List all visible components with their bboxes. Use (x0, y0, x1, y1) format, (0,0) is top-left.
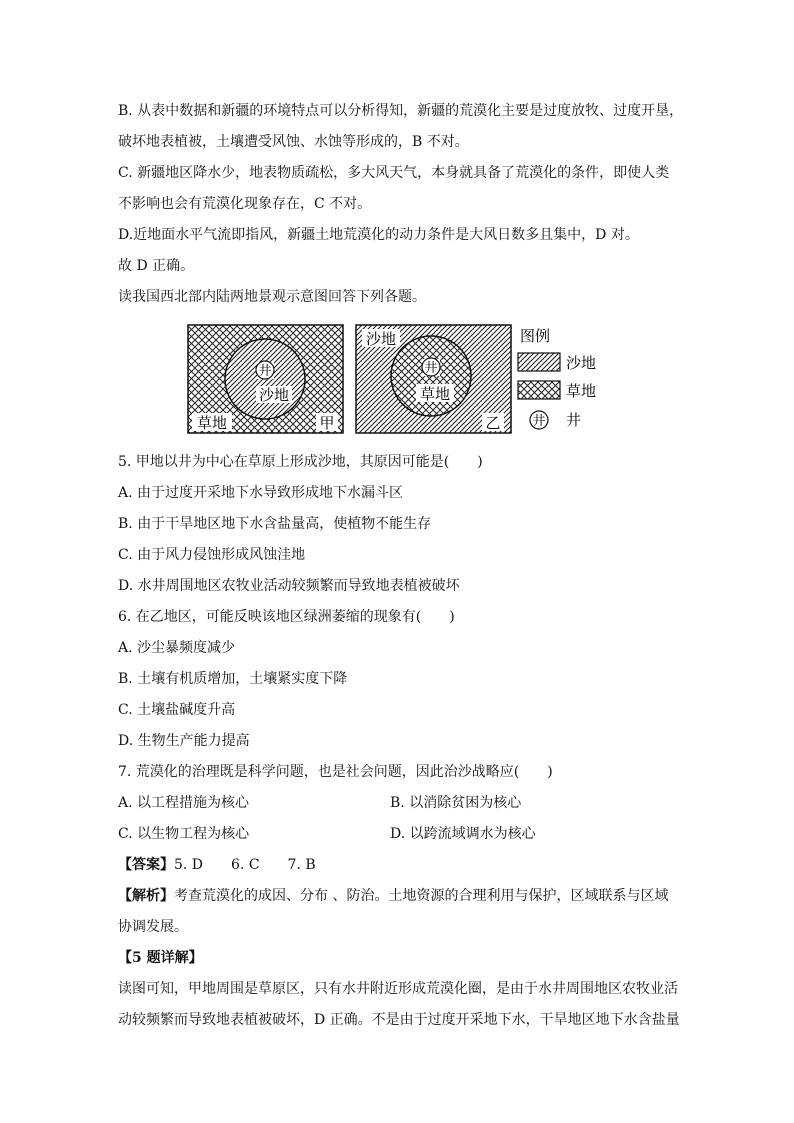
question-7-option-c: C. 以生物工程为核心 (118, 826, 250, 842)
analysis-text: 考查荒漠化的成因、分布 、防治。土地资源的合理利用与保护，区域联系与区域 (174, 888, 669, 904)
legend-grass-label: 草地 (566, 382, 597, 400)
question-6-stem: 6. 在乙地区，可能反映该地区绿洲萎缩的现象有( ) (118, 609, 455, 625)
text-line: 破坏地表植被，土壤遭受风蚀、水蚀等形成的，B 不对。 (118, 134, 469, 150)
legend-sand-label: 沙地 (566, 354, 597, 372)
intro-line: 读我国西北部内陆两地景观示意图回答下列各题。 (118, 289, 426, 305)
analysis-label: 【解析】 (118, 888, 174, 904)
question-5-option-a: A. 由于过度开采地下水导致形成地下水漏斗区 (118, 485, 404, 501)
legend (518, 327, 596, 429)
detail-line-2: 动较频繁而导致地表植被破坏，D 正确。不是由于过度开采地下水，干旱地区地下水含盐量 (118, 1012, 680, 1028)
left-outer-label: 草地 (196, 414, 228, 432)
analysis-line-1 (118, 881, 678, 912)
right-panel-tag: 乙 (485, 414, 501, 432)
landscape-figure (118, 319, 678, 443)
question-7-option-d: D. 以跨流域调水为核心 (390, 826, 536, 842)
detail-label: 【5 题详解】 (118, 950, 203, 966)
legend-grass-swatch (518, 381, 560, 399)
question-7-option-a: A. 以工程措施为核心 (118, 795, 250, 811)
left-panel-tag: 甲 (319, 414, 335, 432)
question-5-stem: 5. 甲地以井为中心在草原上形成沙地，其原因可能是( ) (118, 454, 483, 470)
answer-line (118, 850, 678, 881)
answer-text: 5. D 6. C 7. B (174, 857, 316, 873)
text-line: 故 D 正确。 (118, 258, 195, 274)
right-outer-label: 沙地 (365, 330, 397, 348)
legend-well-label: 井 (566, 411, 582, 429)
answer-label: 【答案】 (118, 857, 174, 873)
question-7-stem: 7. 荒漠化的治理既是科学问题，也是社会问题，因此治沙战略应( ) (118, 764, 553, 780)
analysis-line-2: 协调发展。 (118, 919, 188, 935)
question-6-option-c: C. 土壤盐碱度升高 (118, 702, 236, 718)
legend-title: 图例 (520, 327, 551, 345)
right-well-label: 井 (424, 361, 438, 376)
text-line: D.近地面水平气流即指风，新疆土地荒漠化的动力条件是大风日数多且集中，D 对。 (118, 227, 639, 243)
detail-line-1: 读图可知，甲地周围是草原区，只有水井附近形成荒漠化圈，是由于水井周围地区农牧业活 (118, 981, 678, 997)
left-inner-label: 沙地 (258, 386, 290, 404)
question-5-option-b: B. 由于干旱地区地下水含盐量高，使植物不能生存 (118, 516, 432, 532)
question-7-option-b: B. 以消除贫困为核心 (390, 795, 522, 811)
question-6-option-a: A. 沙尘暴频度减少 (118, 640, 236, 656)
left-panel (188, 325, 343, 433)
text-line: 不影响也会有荒漠化现象存在，C 不对。 (118, 196, 372, 212)
left-well-label: 井 (258, 364, 272, 379)
question-6-option-b: B. 土壤有机质增加，土壤紧实度下降 (118, 671, 348, 687)
question-6-option-d: D. 生物生产能力提高 (118, 733, 250, 749)
legend-sand-swatch (518, 353, 560, 371)
question-5-option-d: D. 水井周围地区农牧业活动较频繁而导致地表植被破坏 (118, 578, 460, 594)
right-inner-label: 草地 (419, 385, 451, 403)
question-7-options-row-1 (118, 788, 678, 819)
right-panel (356, 325, 511, 433)
question-7-options-row-2 (118, 819, 678, 850)
document-page (118, 96, 684, 1036)
text-line: B. 从表中数据和新疆的环境特点可以分析得知，新疆的荒漠化主要是过度放牧、过度开垦， (118, 103, 684, 119)
question-5-option-c: C. 由于风力侵蚀形成风蚀洼地 (118, 547, 306, 563)
text-line: C. 新疆地区降水少，地表物质疏松，多大风天气，本身就具备了荒漠化的条件，即使人类 (118, 165, 670, 181)
legend-well-symbol: 井 (532, 414, 546, 429)
